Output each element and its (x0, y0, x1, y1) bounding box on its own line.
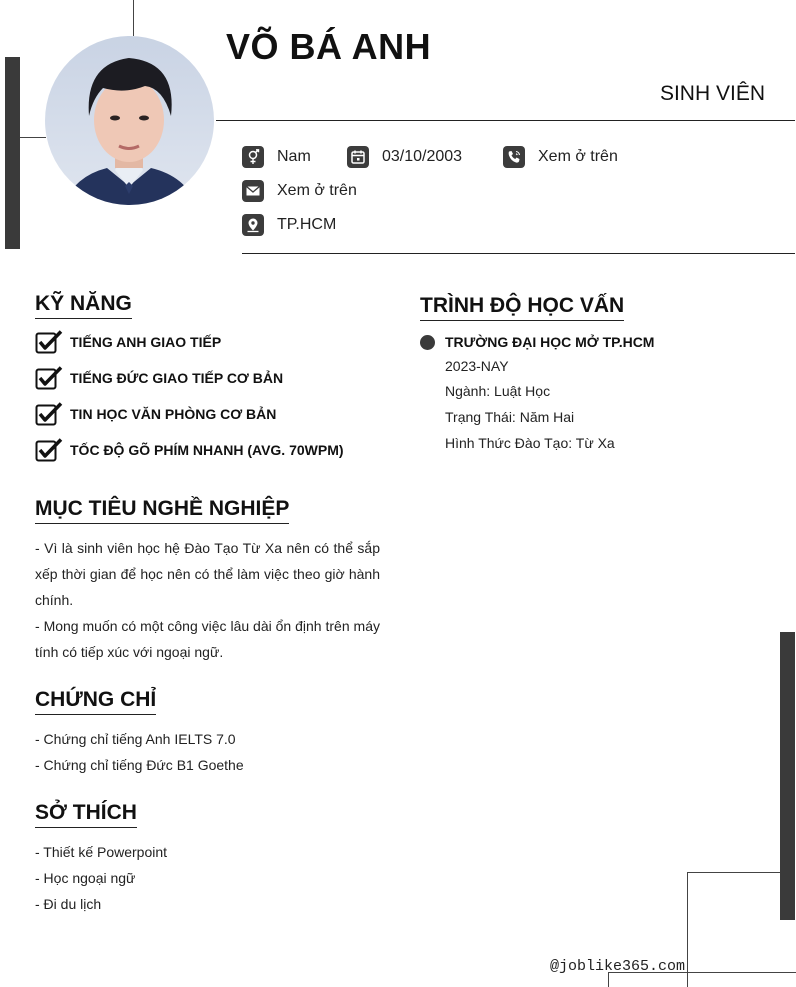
watermark: @joblike365.com (550, 958, 686, 975)
phone-value: Xem ở trên (538, 148, 618, 165)
contact-gender (242, 146, 311, 168)
skill-item (35, 402, 276, 426)
skill-item (35, 366, 283, 390)
hobbies-title: SỞ THÍCH (35, 801, 137, 828)
objective-line: - Mong muốn có một công việc lâu dài ổn định trên máy tính có tiếp xúc với ngoại ngữ. (35, 618, 380, 660)
right-accent-bar (780, 632, 795, 920)
education-title: TRÌNH ĐỘ HỌC VẤN (420, 294, 624, 321)
header-divider (216, 120, 795, 121)
mail-icon (242, 180, 264, 202)
left-accent-bar (5, 57, 20, 249)
contact-birthday (347, 146, 462, 168)
contact-email (242, 180, 357, 202)
profile-photo (45, 36, 214, 205)
education-major: Ngành: Luật Học (445, 383, 551, 399)
email-value: Xem ở trên (277, 182, 357, 199)
gender-icon (242, 146, 264, 168)
location-icon (242, 214, 264, 236)
education-school: TRƯỜNG ĐẠI HỌC MỞ TP.HCM (445, 334, 655, 350)
certificates-title: CHỨNG CHỈ (35, 688, 156, 715)
certificates-list (35, 726, 244, 778)
check-icon (35, 366, 63, 390)
birthday-value: 03/10/2003 (382, 148, 463, 165)
contact-divider (242, 253, 795, 254)
contact-address (242, 214, 336, 236)
check-icon (35, 330, 63, 354)
skill-label: TIẾNG ĐỨC GIAO TIẾP CƠ BẢN (70, 370, 284, 386)
candidate-name: VÕ BÁ ANH (226, 26, 432, 67)
contact-phone (503, 146, 618, 168)
education-bullet (420, 335, 435, 350)
hobbies-list (35, 839, 167, 917)
corner-frame-top (687, 872, 780, 873)
calendar-icon (347, 146, 369, 168)
objective-text (35, 535, 380, 665)
education-period: 2023-NAY (445, 358, 509, 374)
check-icon (35, 402, 63, 426)
hobby-item: - Thiết kế Powerpoint (35, 844, 168, 860)
objective-title: MỤC TIÊU NGHỀ NGHIỆP (35, 497, 289, 524)
phone-icon (503, 146, 525, 168)
candidate-role: SINH VIÊN (659, 82, 765, 105)
education-status: Trạng Thái: Năm Hai (445, 409, 575, 425)
address-value: TP.HCM (277, 216, 337, 233)
top-vertical-rule (133, 0, 134, 36)
education-mode: Hình Thức Đào Tạo: Từ Xa (445, 435, 615, 451)
skill-item (35, 438, 344, 462)
certificate-item: - Chứng chỉ tiếng Đức B1 Goethe (35, 757, 244, 773)
skill-label: TIN HỌC VĂN PHÒNG CƠ BẢN (70, 406, 277, 422)
hobby-item: - Học ngoại ngữ (35, 870, 136, 886)
skill-item (35, 330, 221, 354)
skills-title: KỸ NĂNG (35, 292, 132, 319)
skill-label: TIẾNG ANH GIAO TIẾP (70, 334, 222, 350)
corner-frame-left (687, 872, 688, 987)
left-horizontal-rule (20, 137, 46, 138)
certificate-item: - Chứng chỉ tiếng Anh IELTS 7.0 (35, 731, 236, 747)
check-icon (35, 438, 63, 462)
hobby-item: - Đi du lịch (35, 896, 102, 912)
objective-line: - Vì là sinh viên học hệ Đào Tạo Từ Xa nên có thể sắp xếp thời gian để học nên có thể làm việc theo giờ hành chính. (35, 540, 380, 608)
skill-label: TỐC ĐỘ GÕ PHÍM NHANH (AVG. 70WPM) (70, 442, 344, 458)
gender-value: Nam (277, 148, 311, 165)
